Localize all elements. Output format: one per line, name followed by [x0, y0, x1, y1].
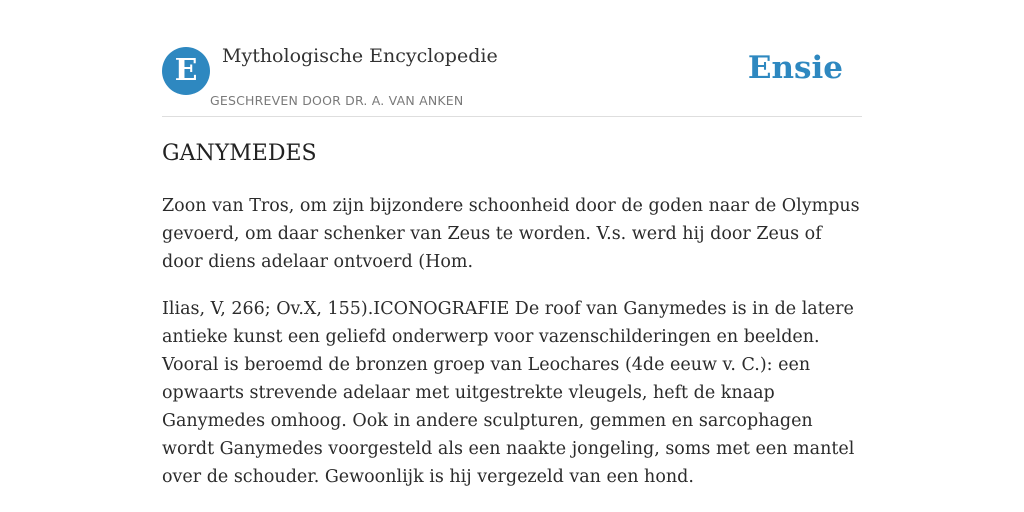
encyclopedia-logo-icon[interactable]: E [162, 47, 210, 95]
header [162, 0, 862, 117]
publication-title-link[interactable]: Mythologische Encyclopedie [222, 45, 498, 67]
author-byline: GESCHREVEN DOOR DR. A. VAN ANKEN [210, 93, 464, 108]
article-paragraph: Zoon van Tros, om zijn bijzondere schoonheid door de goden naar de Olympus gevoerd, om daar schenker van Zeus te worden. V.s. werd hij door Zeus of door diens adelaar ontvoerd (Hom. [162, 196, 860, 272]
article-paragraph: Ilias, V, 266; Ov.X, 155).ICONOGRAFIE De roof van Ganymedes is in de latere antieke kunst een geliefd onderwerp voor vazenschilderingen en beelden. Vooral is beroemd de bronzen groep van Leochares (4de eeuw v. C.): een opwaarts strevende adelaar met uitgestrekte vleugels, heft de knaap Ganymedes omhoog. Ook in andere sculpturen, gemmen en sarcophagen wordt Ganymedes voorgesteld als een naakte jongeling, soms met een mantel over de schouder. Gewoonlijk is hij vergezeld van een hond. [162, 299, 855, 487]
ensie-brand-logo[interactable]: Ensie [747, 50, 843, 86]
article-title: GANYMEDES [162, 141, 317, 166]
